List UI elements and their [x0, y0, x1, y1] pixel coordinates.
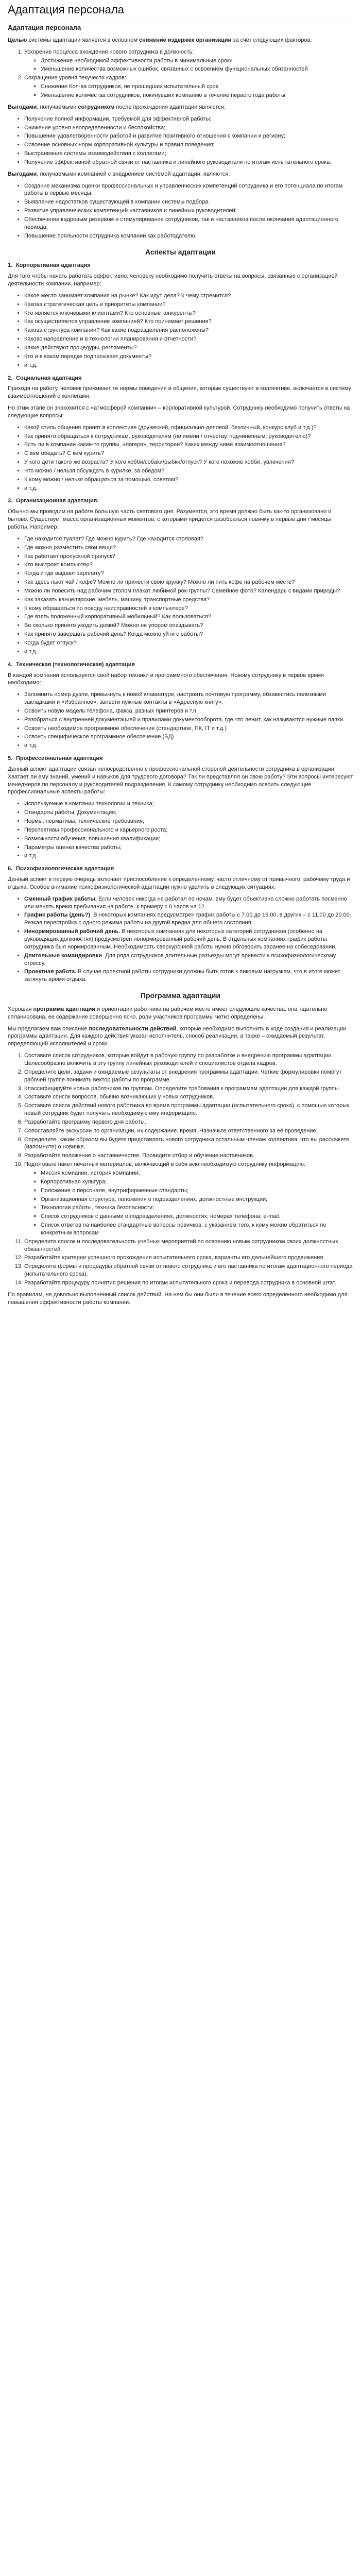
aspect-item-term: Длительные командировки — [24, 952, 102, 959]
program-steps — [8, 1052, 353, 1287]
program-step-text: Классифицируйте новых работников по группам. Определите требования к программам адаптации для каждой группы. — [24, 1085, 340, 1092]
program-step-text: Разработайте процедуру принятия решения по итогам испытательного срока и перевода сотрудника в основной штат. — [24, 1279, 336, 1286]
aspect-list-item: • Нормы, нормативы, технические требования; — [24, 818, 353, 825]
aspect-list-item: • Как здесь пьют чай / кофе? Можно ли принести свою кружку? Можно ли пить кофе на рабочем месте? — [24, 579, 353, 586]
program-step-text: Разработайте критерии успешного прохождения испытательного срока, варианты его дальнейшего продвижения. — [24, 1255, 325, 1261]
aspect-list-item: • Какова стратегическая цель и приоритеты компании? — [24, 301, 353, 309]
goal-label: Ускорение процесса вхождения нового сотрудника в должность: — [24, 48, 194, 55]
program-step-text: Разработайте положение о наставничестве. Проведите отбор и обучение наставников. — [24, 1153, 254, 1159]
aspect-list-item: • Освоить специфическое программное обеспечение (БД) — [24, 733, 353, 741]
aspect-list-item: • С кем обедать? С кем курить? — [24, 450, 353, 457]
program-step-text: Определите, каким образом вы будете представлять нового сотрудника остальным членам коллектива, что вы расскажете (напомните) о новичке. — [24, 1136, 350, 1150]
aspect-list-item: • Возможности обучения, повышения квалификации; — [24, 835, 353, 843]
program-sequence — [8, 1025, 353, 1048]
program-step — [24, 1136, 353, 1151]
aspect-list-item: • Какие действуют процедуры, регламенты? — [24, 344, 353, 352]
staff-lead: Выгодами — [8, 104, 37, 110]
goal-item — [24, 48, 353, 74]
aspect-item-term: Сменный график работы. — [24, 895, 97, 902]
company-lead-tail: , получаемыми компанией с внедрением системой адаптации, являются: — [37, 171, 230, 177]
aspect-heading-s4 — [8, 661, 353, 669]
aspect-list-item: • Каково направление и в технологии планирования и отчетности? — [24, 335, 353, 343]
aspect-list-item: • Кто и в каком порядке подписывает документы? — [24, 353, 353, 361]
aspect-paragraph: Приходя на работу, человек приживает те нормы поведения и общения, которые существуют в коллективе, включается в систему взаимоотношений с коллегами. — [8, 385, 351, 400]
aspect-number: 2. — [8, 375, 13, 381]
aspect-item-text: . Для ряда сотрудников длительные разъезды могут привести к психофизиологическому стрессу. — [24, 952, 336, 967]
aspect-heading-s1 — [8, 262, 353, 269]
article-subtitle: Адаптация персонала — [8, 24, 81, 32]
staff-intro — [8, 104, 353, 111]
aspect-list-item: • Как заказать канцелярские, мебель, машину, транспортные средства? — [24, 596, 353, 604]
goals-lead-tail: за счет следующих факторов: — [231, 37, 312, 43]
staff-result-item: • Получение эффективной обратной связи от наставника и линейного руководителя по итогам испытательного срока. — [24, 159, 353, 166]
aspect-list-item: • Параметры оценки качества работы; — [24, 844, 353, 852]
aspect-list-item — [24, 928, 353, 951]
aspect-list-item: • и т.д. — [24, 742, 353, 750]
goal-item — [24, 74, 353, 99]
program-step — [24, 1152, 353, 1160]
aspect-number: 1. — [8, 262, 13, 269]
program-seq-strong: последовательности действий — [89, 1025, 177, 1032]
aspect-list-item: • Запомнить номер дуэли, привыкнуть к новой клавиатуре, настроить почтовую программу, обзавестись полезными закладками и «Избранное», занести нужные контакты в «Адресную книгу». — [24, 691, 353, 706]
aspect-list-item: • Когда будет отпуск? — [24, 639, 353, 647]
program-step — [24, 1127, 353, 1135]
program-step-sub-item: ◦ Организационная структура, положения о подразделениях, должностные инструкции; — [41, 1196, 353, 1204]
company-result-item: • Выявление недостатков существующей в компании системы подбора. — [24, 198, 353, 206]
aspect-list-item: • Во сколько принято уходить домой? Можно не упором опаздывать? — [24, 622, 353, 630]
page-title: Адаптация персонала — [8, 3, 353, 20]
aspect-paragraph: Данный аспект в первую очередь включает приспособление к определенному, часто отличному от привычного, рабочему труда и отдыха. Особое внимание психофизиологической адаптации нужно уделить в следующих ситуациях: — [8, 876, 350, 890]
aspect-paragraph: Данный аспект адаптации связан непосредственно с профессиональной стороной деятельности сотрудника в организации. Хватает ли ему знаний, умений и навыков для трудового договора? Так ли представлял он свою работу? Эти вопросы интересуют менеджеров по персоналу и руководителей подразделения. К самому сотруднику необходимо освоить следующие профессиональные аспекты работы: — [8, 766, 353, 795]
aspect-list-item: • Где можно разместить свои вещи? — [24, 544, 353, 552]
program-step — [24, 1161, 353, 1237]
aspect-title: Техническая (технологическая) адаптация — [16, 661, 135, 668]
goal-sub-list — [24, 57, 353, 74]
aspect-list-item: • Какой стиль общения принят в коллективе (дружеский, официально-деловой, безличный, конкурс клуб и т.д.)? — [24, 424, 353, 432]
goals-lead-mid: системы адаптации является в основном — [27, 37, 139, 43]
aspect-list — [8, 800, 353, 860]
aspect-paragraph: Обычно мы проводим на работе большую часть светового дня. Разумеется, это время должно быть как-то организовано и бытово. Существует масса организационных моментов, с которыми придется разобраться новичку в первые дни / месяцы работы. Например: — [8, 509, 332, 531]
aspect-list-item: • У кого дети такого же возраста? У кого хобби/собаки/рыбки/отпуск? У кого похожие хобби, увлечения? — [24, 459, 353, 466]
staff-lead-tail: после прохождения адаптации являются: — [114, 104, 226, 110]
staff-result-item: • Выстраивание системы взаимодействия с коллегами; — [24, 150, 353, 158]
aspect-list — [8, 895, 353, 984]
staff-lead-strong: сотрудником — [78, 104, 115, 110]
aspect-list — [8, 424, 353, 493]
company-lead: Выгодами — [8, 171, 37, 177]
company-intro — [8, 171, 353, 178]
aspects-heading: Аспекты адаптации — [145, 247, 216, 256]
aspect-list-item: • и т.д. — [24, 485, 353, 493]
aspect-list-item: • Разобраться с внутренней документацией и правилами документооборота, где что лежит, как называются нужные папки. — [24, 716, 353, 724]
aspects-container — [8, 262, 353, 984]
aspect-list-item: • Какова структура компании? Как какие подразделения расположены? — [24, 327, 353, 334]
aspect-list-item: • Освоить необходимое программное обеспечение (стандартное, ПК, IT и т.д.) — [24, 725, 353, 733]
aspect-number: 4. — [8, 661, 13, 668]
program-seq-pre: Мы предлагаем вам описание — [8, 1025, 89, 1032]
program-step-text: Определите список и последовательность учебных мероприятий по освоению новым сотрудником своих должностных обязанностей. — [24, 1238, 338, 1252]
program-step — [24, 1085, 353, 1093]
aspect-list-item: • Перспективы профессионального и карьерного роста; — [24, 826, 353, 834]
aspect-list-item: • Используемые в компании технологии и техника; — [24, 800, 353, 808]
aspect-item-term: Проектная работа. — [24, 969, 77, 975]
program-step — [24, 1279, 353, 1287]
program-footer: По правилам, не довольно выполненный список действий. На нем бы они были в течение всего определенного необходимо для повышения эффективности работы компании. — [8, 1291, 348, 1306]
program-step-sub-item: ◦ Корпоративная культура; — [41, 1178, 353, 1186]
aspect-list-item — [24, 968, 353, 984]
aspect-item-text: В случае проектной работы сотрудники должны быть готов к пиковым нагрузкам, что в итоге может затянуть время отдыха. — [24, 969, 340, 983]
program-intro-strong: программа адаптации — [33, 1006, 95, 1012]
program-step — [24, 1118, 353, 1126]
aspect-list-item: • К кому можно / нельзя обращаться за помощью, советом? — [24, 476, 353, 484]
aspect-paragraph: Но этим этапе он знакомится с «атмосферой компании» – корпоративной культурой. Сотруднику необходимо получить ответы на следующие вопросы: — [8, 405, 350, 419]
program-step — [24, 1093, 353, 1101]
goal-sub-item: ◦ Достижение необходимой эффективности работы в минимальные сроки — [41, 57, 353, 65]
program-heading: Программа адаптации — [141, 991, 220, 1000]
aspect-number: 5. — [8, 755, 13, 762]
goals-lead: Целью — [8, 37, 27, 43]
aspect-paragraph: Для того чтобы начать работать эффективно, человеку необходимо получить ответы на вопросы, связанные с организацией деятельности компании, например: — [8, 273, 338, 287]
goals-lead-strong: снижение издержек организации — [139, 37, 232, 43]
program-intro-pre: Хорошая — [8, 1006, 33, 1012]
program-step-text: Сопоставляйте экскурсии по организации, их содержание, время. Назначьте ответственного за её проведение. — [24, 1127, 318, 1134]
company-results-list — [8, 182, 353, 240]
company-result-item: • Обеспечение кадровым резервом и стимулирование сотрудников, так и наставников после окончания адаптационного периода; — [24, 216, 353, 231]
aspect-number: 3. — [8, 498, 13, 504]
aspect-item-text: В некоторых компаниях для некоторых категорий сотрудников (особенно на руководящих должностях) предусмотрен ненормированный рабочий день. В отдельных компаниях график работы сотрудника был нормированным. Необходимость сверхурочной работы нужно обговорить заранее на собеседовании. — [24, 928, 337, 950]
program-step-text: Составьте список вопросов, обычно возникающих у новых сотрудников. — [24, 1094, 215, 1100]
aspect-title: Психофизиологическая адаптация — [16, 866, 114, 872]
aspect-title: Профессиональная адаптация — [16, 755, 103, 762]
aspect-heading-s2 — [8, 375, 353, 382]
aspect-list-item: • Где находится туалет? Где можно курить? Где находится столовая? — [24, 535, 353, 543]
aspect-list-item: • и т.д. — [24, 648, 353, 656]
staff-results-list — [8, 115, 353, 166]
aspect-heading-s5 — [8, 755, 353, 762]
program-step-sub-item: ◦ Технологии работы, техника безопасности; — [41, 1204, 353, 1212]
program-step-text: Составьте список действий нового работника во время программы адаптации (испытательного срока), с помощью которых новый сотрудник будет получать необходимую ему информацию. — [24, 1103, 350, 1117]
program-step-sub-item: ◦ Миссия компании, история компании; — [41, 1170, 353, 1177]
program-step-sub-list — [24, 1170, 353, 1237]
program-step — [24, 1069, 353, 1084]
aspect-list-item: • Где взять положенный корпоративный мобильный? Как пользоваться? — [24, 613, 353, 621]
company-result-item: • Повышение лояльности сотрудника компании как работодателю. — [24, 232, 353, 240]
aspect-heading-s6 — [8, 865, 353, 873]
aspect-heading-s3 — [8, 497, 353, 505]
staff-lead-mid: , получаемыми — [37, 104, 78, 110]
aspect-list-item: • Как принято обращаться к сотрудникам, руководителям (по имени / отчеству, подчиненным, руководителю)? — [24, 433, 353, 440]
aspect-list-item: • Как осуществляется управление компанией? Кто принимает решения? — [24, 318, 353, 326]
aspect-list-item: • Освоить новую модель телефона, факса, разных принтеров и т.п. — [24, 707, 353, 715]
aspect-title: Социальная адаптация — [16, 375, 82, 381]
program-step-text: Определите формы и процедуры обратной связи от нового сотрудника и его наставника по итогам адаптационного периода (испытательного срока). — [24, 1263, 353, 1278]
aspect-list-item: • и т.д. — [24, 362, 353, 369]
aspect-list-item: • Как принято завершать рабочий день? Когда можно уйти с работы? — [24, 631, 353, 638]
staff-result-item: • Получение полной информации, требуемой для эффективной работы; — [24, 115, 353, 123]
aspect-item-term: Ненормированный рабочий день. — [24, 928, 121, 935]
aspect-list-item: • Когда и где выдают зарплату? — [24, 570, 353, 578]
aspect-item-term: График работы (день?) — [24, 912, 91, 919]
program-step — [24, 1263, 353, 1278]
program-step-sub-item: ◦ Список сотрудников с данными о подразделениях, должностях, номерах телефона, e-mail. — [41, 1213, 353, 1221]
aspect-list — [8, 535, 353, 656]
program-step-text: Составьте список сотрудников, которые войдут в рабочую группу по разработке и внедрению программы адаптации. Целесообразно включить в эту группу линейных руководителей и специалистов отдела кадров. — [24, 1053, 333, 1066]
company-result-item: • Развитие управленческих компетенций наставников и линейных руководителей; — [24, 207, 353, 215]
goal-sub-item: ◦ Уменьшение количества возможных ошибок, связанных с освоением функциональных обязанностей — [41, 65, 353, 73]
program-seq-tail: , которые необходимо выполнить в ходе создания и реализации программы адаптации. Для каждого действия указан исполнитель, способ реализации, а также – ожидаемый результат, определяющий исполнителей и сроки. — [8, 1025, 347, 1047]
goal-sub-item: ◦ Уменьшение количества сотрудников, покинувших компанию в течение первого года работы — [41, 92, 353, 99]
goal-sub-list — [24, 83, 353, 99]
program-step-text: Определите цели, задачи и ожидаемые результаты от внедрения программы адаптации. Четкие формулировки помогут рабочей группе понимать вектор работы по программе. — [24, 1069, 342, 1083]
goal-label: Сокращение уровня текучести кадров: — [24, 75, 126, 81]
company-result-item: • Создание механизма оценки профессиональных и управленческих компетенций сотрудника и его потенциала по итогам работы в первые месяцы; — [24, 182, 353, 198]
program-step — [24, 1254, 353, 1262]
aspect-list-item: • Есть ли в компании какие-то группы, «лагеря», территории? Каких между ними взаимоотношения? — [24, 441, 353, 449]
aspect-list-item: • Стандарты работы, Документация; — [24, 809, 353, 817]
program-step-sub-item: ◦ Положение о персонале, внутрифирменные стандарты; — [41, 1187, 353, 1195]
aspect-list — [8, 292, 353, 369]
staff-result-item: • Снижение уровня неопределенности и беспокойства; — [24, 124, 353, 132]
aspect-list-item — [24, 952, 353, 968]
program-step — [24, 1052, 353, 1067]
aspect-list-item: • Кто является ключевыми клиентами? Кто основные конкуренты? — [24, 310, 353, 317]
program-step — [24, 1238, 353, 1253]
aspect-list-item — [24, 911, 353, 927]
aspect-paragraph: В каждой компании используется свой набор техники и программного обеспечения. Новому сотруднику в первое время необходимо: — [8, 672, 324, 686]
staff-result-item: • Повышение удовлетворенности работой и развитие позитивного отношения к компании и региону; — [24, 132, 353, 140]
program-step — [24, 1102, 353, 1117]
aspect-list-item — [24, 895, 353, 911]
program-step-text: Разработайте программу первого дня работы. — [24, 1118, 146, 1125]
goals-list — [8, 48, 353, 99]
aspect-title: Организационная адаптация. — [16, 498, 99, 504]
aspect-list-item: • и т.д. — [24, 852, 353, 860]
aspect-list-item: • К кому обращаться по поводу неисправностей в компьютере? — [24, 605, 353, 613]
program-intro-tail: и ориентации работника на рабочем месте имеет следующие качества: она тщательно спланирована, ее содержание совершенно ясно, роли участников программы четко определены. — [8, 1006, 328, 1020]
aspect-number: 6. — [8, 866, 13, 872]
aspect-list-item: • Можно ли повесить над рабочим столом плакат любимой рок-группы? Семейное фото? Календарь с видами природы? — [24, 587, 353, 595]
aspect-list-item: • Какое место занимает компания на рынке? Как идут дела? К чему стремится? — [24, 292, 353, 300]
program-intro — [8, 1006, 353, 1021]
aspect-title: Корпоративная адаптация — [16, 262, 91, 269]
program-step-sub-item: ◦ Список ответов на наиболее стандартные вопросы новичков, с указанием того, к кому можно обратиться по конкретным вопросам — [41, 1222, 353, 1237]
staff-result-item: • Освоение основных норм корпоративной культуры и правил поведения; — [24, 141, 353, 149]
aspect-list-item: • Кто выстроит компьютер? — [24, 561, 353, 569]
aspect-item-text: Если человек никогда не работал по ночам, ему будет объективно сложно работать посменно или менять время пребывания на работе, к примеру с 8 часов на 12. — [24, 895, 347, 910]
aspect-list — [8, 691, 353, 750]
goals-intro — [8, 37, 353, 44]
program-step-text: Подготовьте пакет печатных материалов, включающий в себя всю необходимую сотруднику информацию: — [24, 1161, 305, 1168]
aspect-item-text: . В некоторых компаниях предусмотрен график работы с 7.00 до 16.00, в других – с 11.00 до 20.00. Резкая перестройка с одного режима работы на другой вредна для общего состояния. — [24, 912, 351, 926]
aspect-list-item: • Как работает пропускной пропуск? — [24, 553, 353, 561]
goal-sub-item: ◦ Снижение Кол-ва сотрудников, не прошедших испытательный срок — [41, 83, 353, 91]
aspect-list-item: • Что можно / нельзя обсуждать в курилке, за обедом? — [24, 467, 353, 475]
